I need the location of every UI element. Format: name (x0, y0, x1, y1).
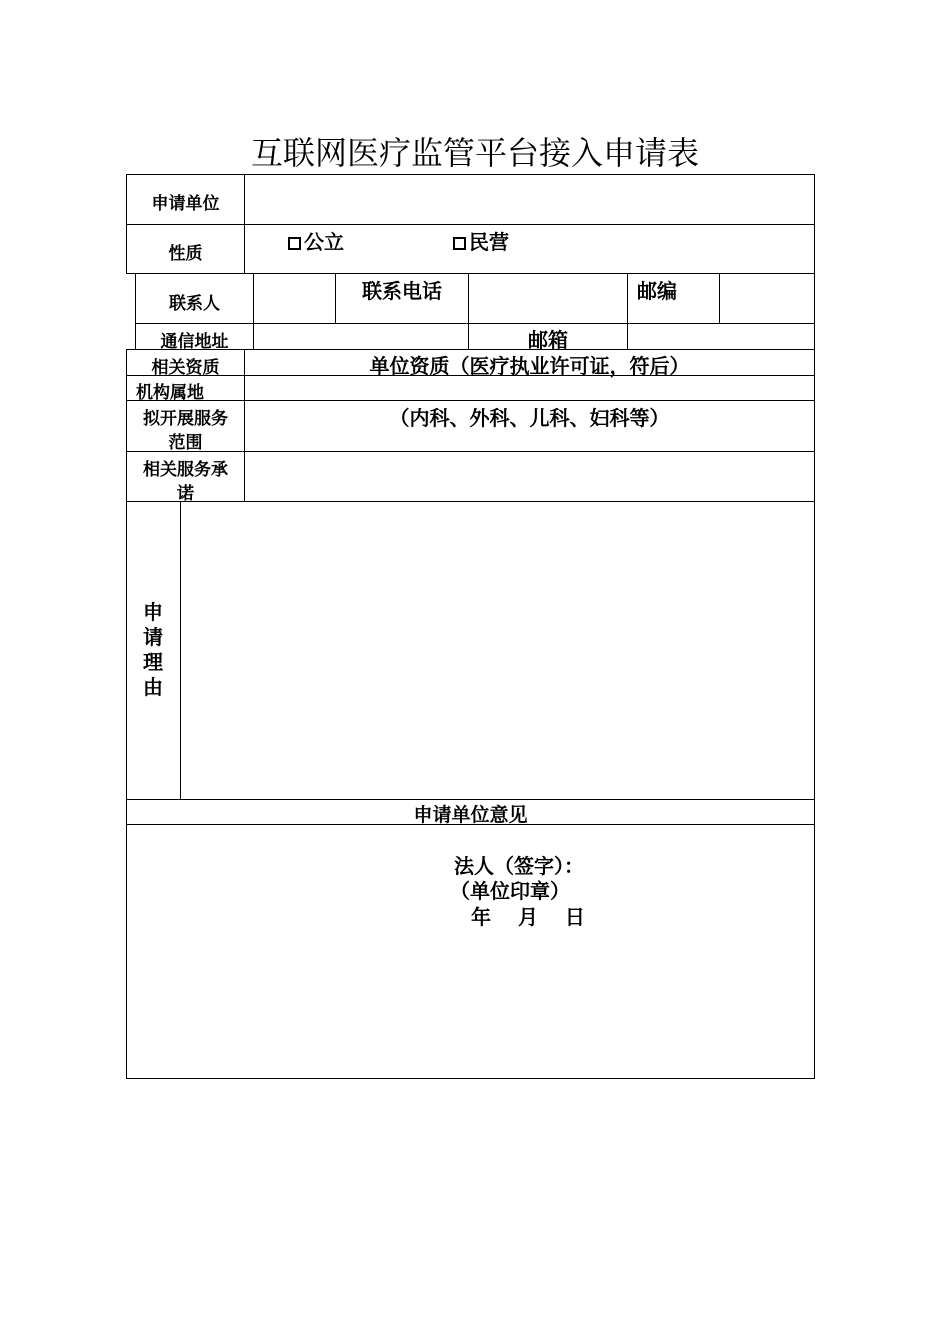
location-label: 机构属地 (136, 383, 204, 403)
page-title: 互联网医疗监管平台接入申请表 (250, 134, 699, 172)
email-label: 邮箱 (528, 328, 568, 352)
contact-label: 联系人 (169, 294, 220, 314)
nature-option-private-label: 民营 (469, 230, 509, 254)
legal-person-signature: 法人（签字）： (454, 854, 584, 878)
reason-label (138, 600, 168, 700)
phone-label: 联系电话 (362, 279, 442, 303)
unit-seal: （单位印章） (450, 879, 570, 903)
applicant-unit-field[interactable] (245, 175, 814, 224)
location-field[interactable] (245, 376, 814, 400)
reason-char: 申 (143, 600, 163, 624)
opinion-label: 申请单位意见 (413, 804, 528, 826)
nature-label: 性质 (168, 244, 203, 264)
reason-char: 请 (143, 625, 163, 649)
service-scope-value[interactable]: （内科、外科、儿科、妇科等） (389, 406, 670, 430)
address-field[interactable] (254, 324, 468, 349)
reason-char: 由 (143, 675, 163, 699)
date-line: 年 月 日 (471, 905, 585, 929)
commitment-label-line2: 诺 (177, 484, 194, 504)
contact-field[interactable] (254, 274, 335, 323)
postcode-field[interactable] (720, 274, 814, 323)
address-label: 通信地址 (160, 332, 229, 352)
nature-option-private[interactable] (453, 226, 509, 255)
commitment-label-line1: 相关服务承 (143, 460, 228, 480)
service-scope-label-line2: 范围 (168, 433, 203, 453)
qualification-label: 相关资质 (151, 358, 220, 378)
applicant-unit-label: 申请单位 (151, 194, 220, 214)
reason-char: 理 (143, 650, 163, 674)
postcode-label: 邮编 (637, 279, 677, 303)
checkbox-icon[interactable] (288, 237, 301, 250)
qualification-value[interactable]: 单位资质（医疗执业许可证，符后） (369, 354, 690, 378)
commitment-field[interactable] (245, 452, 814, 501)
service-scope-label-line1: 拟开展服务 (143, 409, 228, 429)
checkbox-icon[interactable] (453, 237, 466, 250)
email-field[interactable] (628, 324, 814, 349)
reason-field[interactable] (181, 502, 814, 799)
nature-option-public[interactable] (288, 226, 344, 255)
nature-option-public-label: 公立 (304, 230, 344, 254)
phone-field[interactable] (469, 274, 627, 323)
